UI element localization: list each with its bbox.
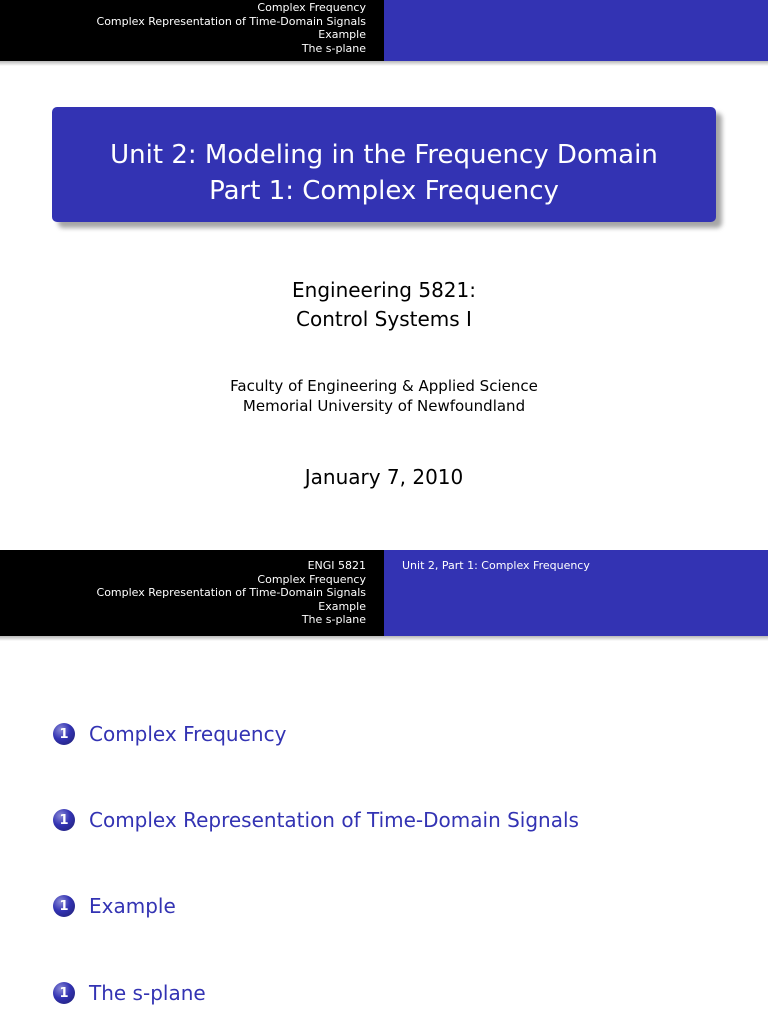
- title-line-1: Unit 2: Modeling in the Frequency Domain: [110, 140, 658, 170]
- title-line-2: Part 1: Complex Frequency: [209, 176, 559, 206]
- slide-header: [0, 0, 768, 61]
- nav-section-link[interactable]: Example: [318, 28, 366, 41]
- ball-bullet-icon: 1: [53, 723, 75, 745]
- faculty-name: Faculty of Engineering & Applied Science: [230, 377, 538, 395]
- nav-section-link[interactable]: Complex Frequency: [257, 572, 366, 586]
- ball-bullet-icon: 1: [53, 895, 75, 917]
- header-title-panel: [384, 0, 768, 61]
- toc-item-label[interactable]: Complex Representation of Time-Domain Signals: [89, 808, 579, 832]
- header-title-panel: [384, 550, 768, 636]
- toc-item[interactable]: [53, 978, 206, 1008]
- nav-section-link[interactable]: The s-plane: [301, 613, 366, 626]
- university-name: Memorial University of Newfoundland: [242, 397, 526, 415]
- toc-item[interactable]: [53, 805, 579, 835]
- course-info: [0, 276, 768, 334]
- ball-bullet-icon: 1: [53, 809, 75, 831]
- slide-header: [0, 550, 768, 636]
- nav-section-link[interactable]: Example: [318, 599, 366, 613]
- header-shadow: [0, 636, 768, 641]
- toc-item[interactable]: [53, 891, 176, 921]
- toc-item-label[interactable]: Complex Frequency: [89, 722, 287, 746]
- nav-section-link[interactable]: Complex Frequency: [257, 1, 366, 14]
- nav-section-link[interactable]: Complex Representation of Time-Domain Signals: [96, 586, 366, 599]
- section-navigation: [0, 0, 384, 61]
- toc-item-label[interactable]: The s-plane: [89, 981, 206, 1005]
- nav-section-link[interactable]: The s-plane: [301, 41, 366, 55]
- course-name: Control Systems I: [296, 307, 472, 331]
- title-block: [52, 107, 716, 222]
- toc-item-label[interactable]: Example: [89, 894, 176, 918]
- presentation-date: January 7, 2010: [304, 465, 464, 489]
- header-shadow: [0, 61, 768, 66]
- course-number: Engineering 5821:: [292, 278, 476, 302]
- section-navigation: [0, 550, 384, 636]
- institute-info: [0, 376, 768, 416]
- toc-item[interactable]: [53, 719, 286, 749]
- short-course-link[interactable]: ENGI 5821: [307, 559, 366, 572]
- ball-bullet-icon: 1: [53, 982, 75, 1004]
- nav-section-link[interactable]: Complex Representation of Time-Domain Signals: [96, 14, 366, 28]
- slide-outline: [0, 550, 768, 1024]
- short-title-link[interactable]: Unit 2, Part 1: Complex Frequency: [402, 559, 590, 572]
